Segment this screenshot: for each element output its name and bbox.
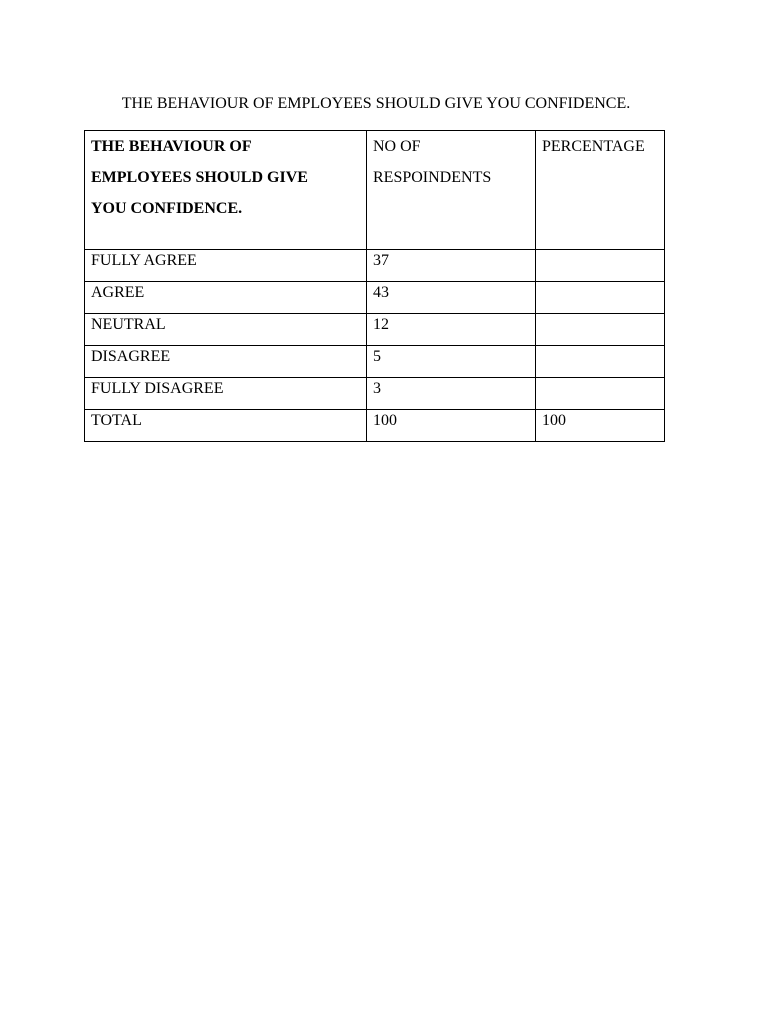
- survey-table: [84, 130, 665, 442]
- table-header-row: [85, 131, 665, 250]
- percentage-cell: [536, 378, 665, 410]
- percentage-cell: [536, 282, 665, 314]
- table-row: [85, 282, 665, 314]
- response-cell: FULLY DISAGREE: [85, 378, 367, 410]
- percentage-cell: 100: [536, 410, 665, 442]
- table-row: [85, 314, 665, 346]
- percentage-cell: [536, 250, 665, 282]
- response-cell: FULLY AGREE: [85, 250, 367, 282]
- respondents-cell: 37: [367, 250, 536, 282]
- respondents-cell: 12: [367, 314, 536, 346]
- response-cell: DISAGREE: [85, 346, 367, 378]
- header-cell-percentage: [536, 131, 665, 250]
- respondents-cell: 3: [367, 378, 536, 410]
- header-percentage-text: PERCENTAGE: [542, 138, 645, 155]
- response-cell: TOTAL: [85, 410, 367, 442]
- respondents-cell: 5: [367, 346, 536, 378]
- respondents-cell: 100: [367, 410, 536, 442]
- table-row: [85, 250, 665, 282]
- response-cell: NEUTRAL: [85, 314, 367, 346]
- page-title: THE BEHAVIOUR OF EMPLOYEES SHOULD GIVE YOU CONFIDENCE.: [121, 95, 631, 112]
- header-respondents-text: NO OF RESPOINDENTS: [373, 138, 492, 186]
- header-cell-respondents: [367, 131, 536, 250]
- percentage-cell: [536, 314, 665, 346]
- header-statement-text: THE BEHAVIOUR OF EMPLOYEES SHOULD GIVE YOU CONFIDENCE.: [91, 138, 308, 217]
- percentage-cell: [536, 346, 665, 378]
- header-cell-statement: [85, 131, 367, 250]
- response-cell: AGREE: [85, 282, 367, 314]
- table-row-total: [85, 410, 665, 442]
- table-row: [85, 378, 665, 410]
- table-row: [85, 346, 665, 378]
- respondents-cell: 43: [367, 282, 536, 314]
